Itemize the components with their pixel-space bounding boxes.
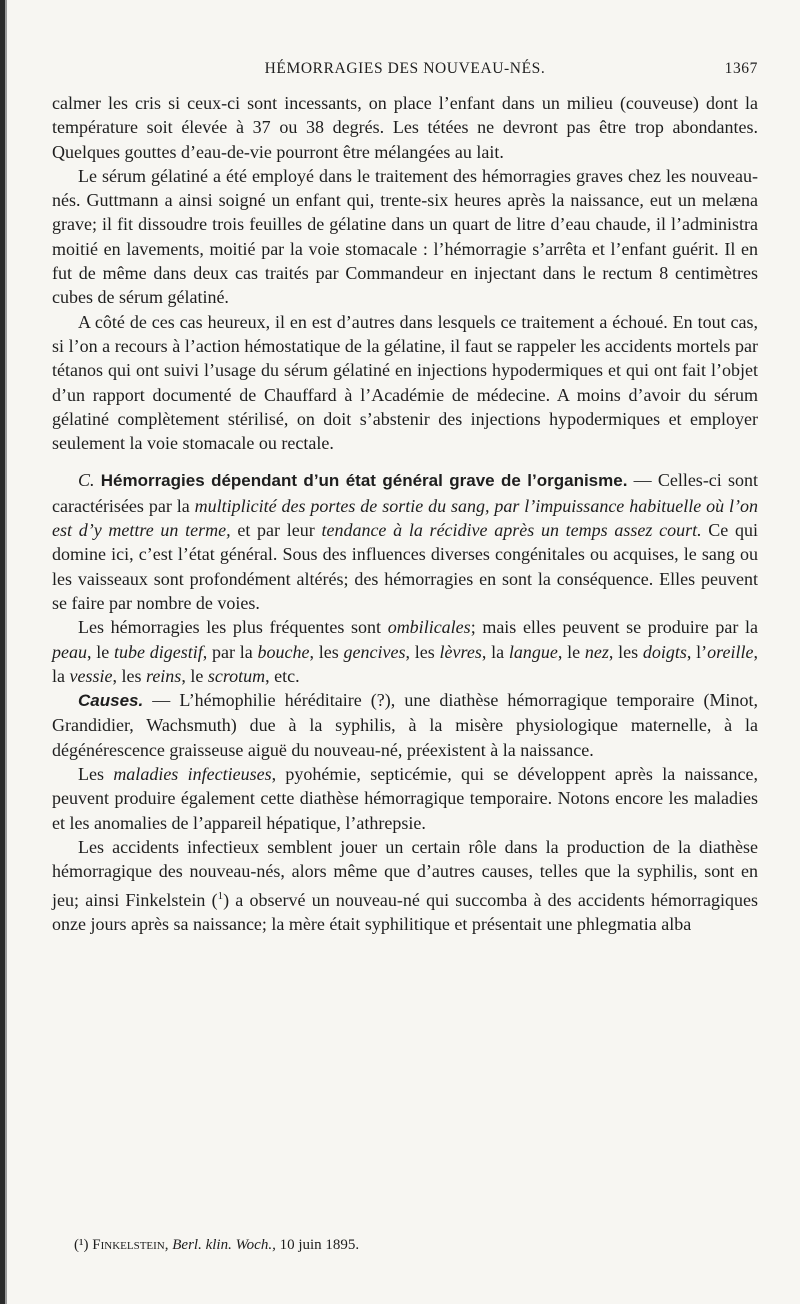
text-run: Les hémorragies les plus fréquentes sont (78, 617, 388, 638)
running-head (52, 60, 758, 86)
paragraph-echec-traitement: A côté de ces cas heureux, il en est d’autres dans lesquels ce traitement a échoué. En tout cas, si l’on a recours à l’action hémostatique de la gélatine, il faut se rappeler les accidents mortels par tétanos qui ont suivi l’usage du sérum gélatiné en injections hypodermiques et qui ont fait l’objet d’un rapport documenté de Chauffard à l’Académie de médecine. A moins d’avoir du sérum gélatiné complètement stérilisé, on doit s’abstenir des injections hypodermiques et employer seulement la voie stomacale ou rectale. (52, 311, 758, 454)
section-letter: C. (78, 470, 95, 491)
book-page (52, 0, 758, 1304)
footnote-journal: Berl. klin. Woch., (172, 1237, 276, 1253)
text-run: , le (181, 665, 208, 686)
text-run: , les (112, 665, 146, 686)
section-c-paragraph (52, 468, 758, 615)
page-number: 1367 (724, 60, 758, 77)
text-run: , etc. (265, 665, 300, 686)
text-run: , la (481, 641, 509, 662)
footnote-mark: (¹) (74, 1237, 89, 1253)
text-run: , l’ (686, 641, 708, 662)
term-ombilicales: ombilicales (387, 617, 471, 638)
page-body (52, 91, 758, 936)
term-scrotum: scrotum (207, 665, 266, 686)
section-c-italic-2: tendance à la récidive après un temps assez court. (321, 520, 702, 541)
text-run: , le (87, 641, 115, 662)
term-bouche: bouche (257, 641, 310, 662)
paragraph-accidents-infectieux (52, 835, 758, 936)
text-run: Les accidents infectieux semblent jouer un certain rôle dans la production de la diathèse hémorragique des nouveau-nés, alors même que d’autres causes, telles que la syphilis, sont en jeu; ainsi Finkelstein ( (52, 836, 758, 910)
book-spine-shadow (5, 0, 7, 1304)
term-oreille: oreille (707, 641, 754, 662)
running-title: HÉMORRAGIES DES NOUVEAU-NÉS. (264, 60, 546, 77)
text-run: , les (309, 641, 344, 662)
text-run: Les (78, 764, 114, 785)
footnote-reference: 1 (217, 889, 224, 902)
text-run: , par la (202, 641, 258, 662)
footnote (74, 1237, 359, 1254)
term-langue: langue (508, 641, 558, 662)
paragraph-couveuse: calmer les cris si ceux-ci sont incessants, on place l’enfant dans un milieu (couveuse) dont la température soit élevée à 37 ou 38 degrés. Les tétées ne devront pas être trop abondantes. Quelques gouttes d’eau-de-vie pourront être mélangées au lait. (52, 93, 758, 162)
text-run: ) a observé un nouveau-né qui succomba à des accidents hémorragiques onze jours après sa naissance; la mère était syphilitique et présentait une phlegmatia alba (52, 889, 758, 934)
text-run: ; mais elles peuvent se produire par la (470, 617, 758, 638)
text-run: , les (405, 641, 440, 662)
term-levres: lèvres (439, 641, 482, 662)
section-c-text-1: — Celles-ci sont caractérisées par la (52, 470, 758, 516)
section-heading: Hémorragies dépendant d’un état général grave de l’organisme. (100, 471, 628, 491)
text-run: , pyohémie, septicémie, qui se développent après la naissance, peuvent produire également cette diathèse hémorragique temporaire. Notons encore les maladies et les anomalies de l’appareil hépatique, l’athrepsie. (52, 764, 758, 833)
section-c-text-2: et par leur (230, 520, 322, 541)
footnote-author: Finkelstein, (92, 1237, 169, 1253)
text-run: , les (608, 641, 643, 662)
text-run: , le (557, 641, 585, 662)
term-tube-digestif: tube digestif (114, 641, 203, 662)
term-reins: reins (145, 665, 182, 686)
paragraph-serum-gelatine: Le sérum gélatiné a été employé dans le traitement des hémorragies graves chez les nouveau-nés. Guttmann a ainsi soigné un enfant qui, trente-six heures après la naissance, eut un melæna grave; il fit dissoudre trois feuilles de gélatine dans un quart de litre d’eau chaude, il l’administra moitié en lavements, moitié par la voie stomacale : l’hémorragie s’arrêta et l’enfant guérit. Il en fut de même dans deux cas traités par Commandeur en injectant dans le rectum 8 centimètres cubes de sérum gélatiné. (52, 165, 758, 308)
term-nez: nez (584, 641, 609, 662)
causes-label: Causes. (78, 691, 144, 711)
causes-text: — L’hémophilie héréditaire (?), une diathèse hémorragique temporaire (Minot, Grandidier, Wachsmuth) due à la syphilis, à la misère physiologique maternelle, à la dégénérescence graisseuse aiguë du nouveau-né, préexistent à la naissance. (52, 690, 758, 760)
section-c-text-3: Ce qui domine ici, c’est l’état général. Sous des influences diverses congénitales ou acquises, le sang ou les vaisseaux sont profondément altérés; des hémorragies en sont la conséquence. Elles peuvent se faire par nombre de voies. (52, 520, 758, 613)
paragraph-causes (52, 688, 758, 762)
section-c-italic-1: multiplicité des portes de sortie du sang, par l’impuissance habituelle où l’on est d’y mettre un terme, (52, 495, 758, 541)
term-doigts: doigts (642, 641, 687, 662)
footnote-date: 10 juin 1895. (279, 1237, 360, 1253)
paragraph-maladies-infectieuses (52, 762, 758, 835)
term-vessie: vessie (69, 665, 113, 686)
term-gencives: gencives (343, 641, 406, 662)
term-peau: peau (52, 641, 87, 662)
text-run: , la (52, 641, 758, 686)
term-maladies-infectieuses: maladies infectieuses (113, 764, 272, 785)
paragraph-sites-hemorragies (52, 615, 758, 688)
